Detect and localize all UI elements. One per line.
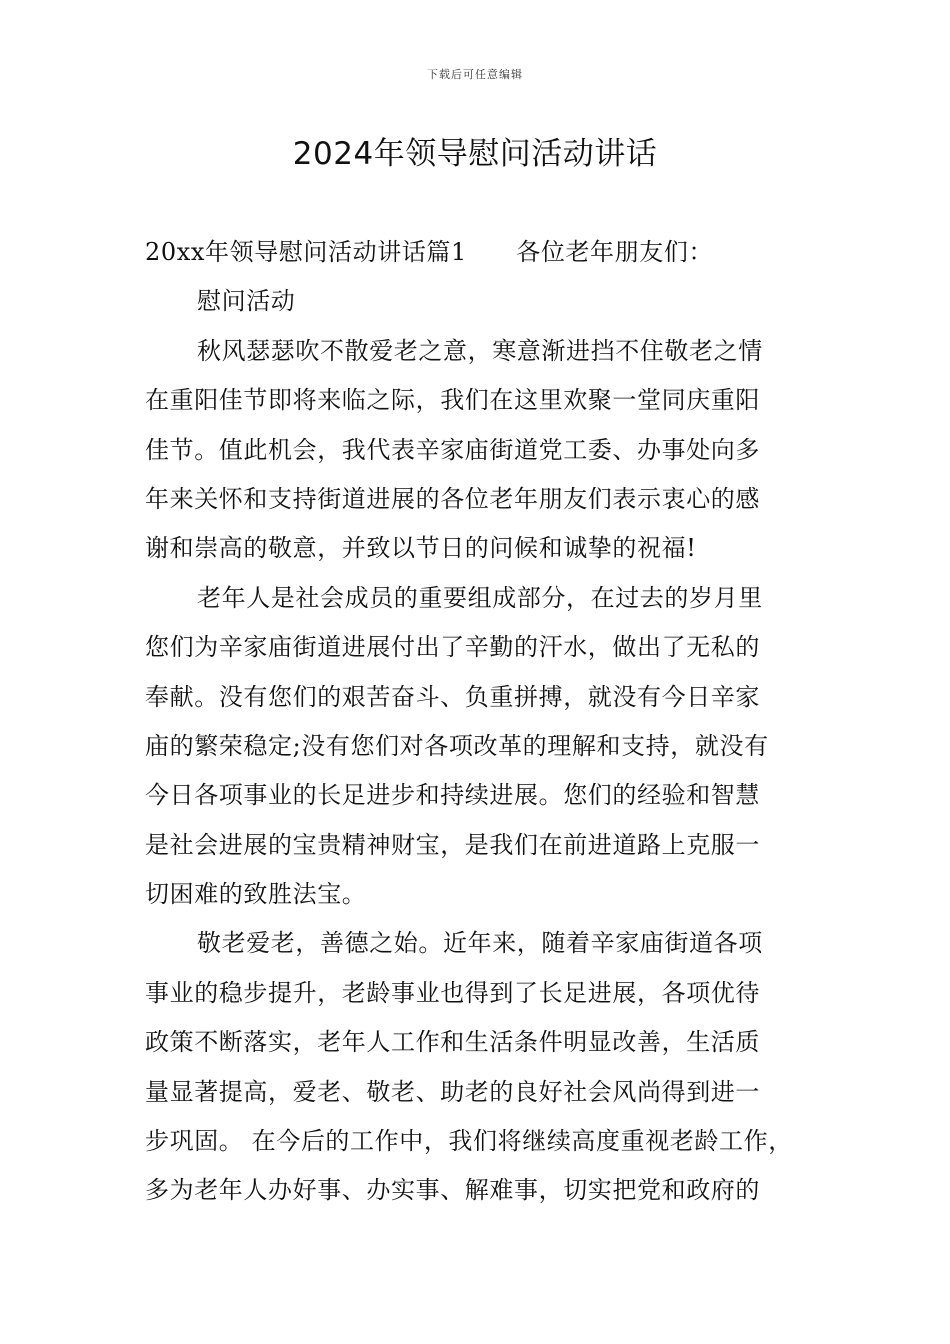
body-line: 量显著提高，爱老、敬老、助老的良好社会风尚得到进一 xyxy=(145,1077,760,1106)
body-line: 老年人是社会成员的重要组成部分，在过去的岁月里 xyxy=(197,583,763,612)
body-line: 步巩固。 在今后的工作中，我们将继续高度重视老龄工作， xyxy=(145,1127,793,1156)
header-note: 下载后可任意编辑 xyxy=(427,68,523,81)
body-line: 在重阳佳节即将来临之际，我们在这里欢聚一堂同庆重阳 xyxy=(145,386,760,415)
body-line: 谢和崇高的敬意，并致以节日的问候和诚挚的祝福! xyxy=(145,534,697,563)
body-line: 慰问活动 xyxy=(197,287,296,316)
body-line: 奉献。没有您们的艰苦奋斗、负重拼搏，就没有今日辛家 xyxy=(145,682,760,711)
body-line: 多为老年人办好事、办实事、解难事，切实把党和政府的 xyxy=(145,1176,760,1205)
document-title: 2024年领导慰问活动讲话 xyxy=(292,136,658,172)
body-line: 20xx年领导慰问活动讲话篇1 各位老年朋友们： xyxy=(145,238,714,266)
body-line: 年来关怀和支持街道进展的各位老年朋友们表示衷心的感 xyxy=(145,484,760,513)
body-line: 您们为辛家庙街道进展付出了辛勤的汗水，做出了无私的 xyxy=(145,633,760,662)
body-line: 事业的稳步提升，老龄事业也得到了长足进展，各项优待 xyxy=(145,978,760,1007)
body-line: 政策不断落实，老年人工作和生活条件明显改善，生活质 xyxy=(145,1028,760,1057)
document-body xyxy=(145,228,825,1216)
body-line: 庙的繁荣稳定;没有您们对各项改革的理解和支持，就没有 xyxy=(145,731,769,760)
body-line: 切困难的致胜法宝。 xyxy=(145,880,367,909)
body-line: 是社会进展的宝贵精神财宝，是我们在前进道路上克服一 xyxy=(145,830,760,859)
body-line: 敬老爱老，善德之始。近年来，随着辛家庙街道各项 xyxy=(197,929,763,958)
body-line: 佳节。值此机会，我代表辛家庙街道党工委、办事处向多 xyxy=(145,435,760,464)
body-line: 今日各项事业的长足进步和持续进展。您们的经验和智慧 xyxy=(145,781,760,810)
body-line: 秋风瑟瑟吹不散爱老之意，寒意渐进挡不住敬老之情 xyxy=(197,336,763,365)
